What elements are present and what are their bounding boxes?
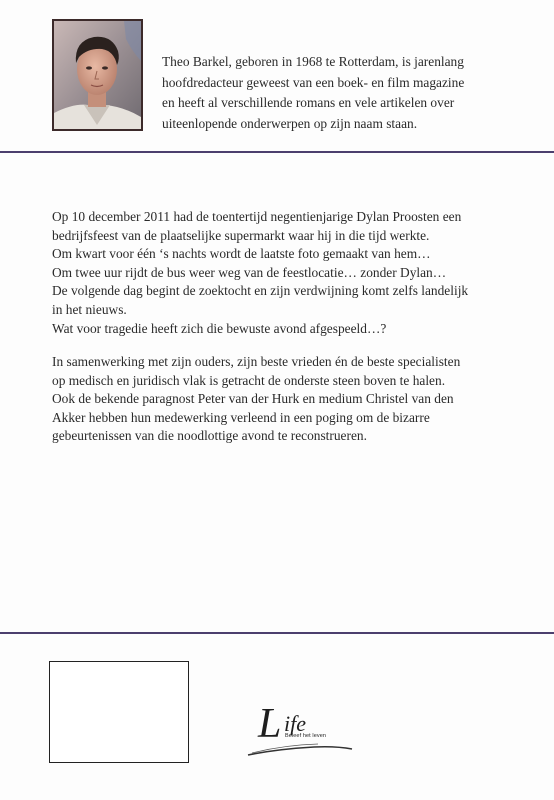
story-paragraph-2: In samenwerking met zijn ouders, zijn beste vrieden én de beste specialisten op medisch en juridisch vlak is getracht de onderste steen boven te halen. Ook de bekende paragnost Peter van der Hurk en medium Christel van den Akker hebben hun medewerking verleend in een poging om de bizarre gebeurtenissen van die noodlottige avond te reconstrueren. bbox=[52, 354, 461, 444]
author-portrait-icon bbox=[54, 21, 141, 129]
barcode-placeholder bbox=[49, 661, 189, 763]
bottom-divider bbox=[0, 632, 554, 634]
story-paragraph-1: Op 10 december 2011 had de toentertijd negentienjarige Dylan Proosten een bedrijfsfeest van de plaatselijke supermarkt waar hij in die tijd werkte. Om kwart voor één ‘s nachts wordt de laatste foto gemaakt van hem… Om twee uur rijdt de bus weer weg van de feestlocatie… zonder Dylan… De volgende dag begint de zoektocht en zijn verdwijning komt zelfs landelijk in het nieuws. Wat voor tragedie heeft zich die bewuste avond afgespeeld…? bbox=[52, 209, 469, 336]
top-divider bbox=[0, 151, 554, 153]
life-logo-icon bbox=[244, 697, 356, 759]
publisher-logo bbox=[244, 697, 356, 759]
publisher-tagline: Beleef het leven bbox=[285, 733, 327, 739]
svg-text:ife: ife bbox=[284, 711, 306, 736]
author-photo bbox=[52, 19, 143, 131]
svg-text:L: L bbox=[258, 701, 282, 747]
author-bio: Theo Barkel, geboren in 1968 te Rotterdam, is jarenlang hoofdredacteur geweest van een boek- en film magazine en heeft al verschillende romans en vele artikelen over uiteenlopende onderwerpen op zijn naam staan. bbox=[162, 54, 465, 131]
